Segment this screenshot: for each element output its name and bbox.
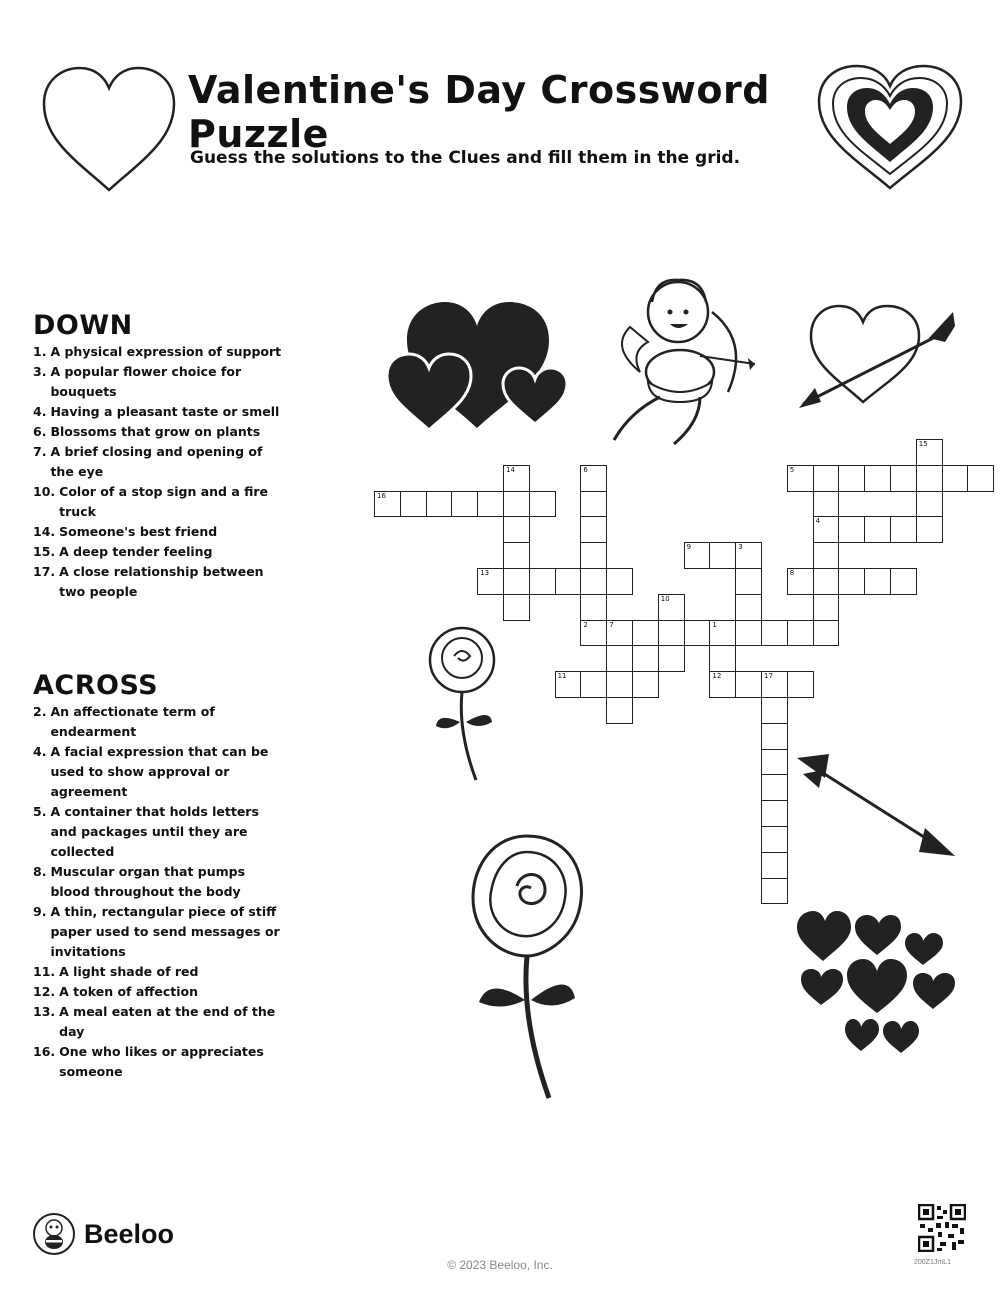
crossword-cell[interactable] <box>503 465 530 492</box>
crossword-cell[interactable] <box>580 594 607 621</box>
crossword-cell[interactable] <box>890 516 917 543</box>
crossword-cell[interactable] <box>735 620 762 647</box>
clue-number: 10. <box>33 484 56 499</box>
clue-number: 14. <box>33 524 56 539</box>
crossword-cell[interactable] <box>813 568 840 595</box>
clue-text: Muscular organ that pumps blood throughout the body <box>50 864 246 899</box>
clue-text: A token of affection <box>59 984 199 999</box>
clue-number: 16. <box>33 1044 56 1059</box>
small-rose-icon <box>420 622 500 782</box>
down-clue-item <box>33 422 283 442</box>
across-clues <box>33 670 283 1082</box>
crossword-cell[interactable] <box>580 516 607 543</box>
crossword-cell[interactable] <box>838 516 865 543</box>
crossword-cell[interactable] <box>864 568 891 595</box>
clue-number: 5. <box>33 804 47 819</box>
across-clue-item <box>33 802 283 862</box>
crossword-cell[interactable] <box>916 491 943 518</box>
clue-number: 9. <box>33 904 47 919</box>
clue-text: An affectionate term of endearment <box>50 704 215 739</box>
across-heading: ACROSS <box>33 670 159 701</box>
down-clue-item <box>33 542 283 562</box>
crossword-cell[interactable] <box>529 491 556 518</box>
crossword-cell[interactable] <box>709 620 736 647</box>
down-clue-list <box>33 342 283 602</box>
clue-number: 6. <box>33 424 47 439</box>
down-clue-item <box>33 442 283 482</box>
large-rose-icon <box>465 830 590 1102</box>
clue-text: A brief closing and opening of the eye <box>50 444 263 479</box>
clue-text: A thin, rectangular piece of stiff paper used to send messages or invitations <box>50 904 280 959</box>
qr-code-icon <box>918 1204 966 1252</box>
crossword-cell[interactable] <box>503 491 530 518</box>
crossword-cell[interactable] <box>632 671 659 698</box>
crossword-cell[interactable] <box>761 620 788 647</box>
three-hearts-icon <box>385 298 570 433</box>
crossword-cell[interactable] <box>632 620 659 647</box>
crossword-cell[interactable] <box>709 542 736 569</box>
crossword-cell[interactable] <box>813 491 840 518</box>
across-clue-item <box>33 982 283 1002</box>
down-clue-item <box>33 362 283 402</box>
copyright-text: © 2023 Beeloo, Inc. <box>447 1258 553 1272</box>
clue-number: 1. <box>33 344 47 359</box>
crossword-cell[interactable] <box>606 568 633 595</box>
crossword-cell[interactable] <box>580 671 607 698</box>
crossword-cell[interactable] <box>658 620 685 647</box>
cell-number: 6 <box>583 465 588 474</box>
crossword-cell[interactable] <box>580 620 607 647</box>
cell-number: 16 <box>377 491 386 500</box>
clue-text: A light shade of red <box>59 964 199 979</box>
clue-number: 17. <box>33 564 56 579</box>
beeloo-logo <box>32 1212 174 1256</box>
crossword-cell[interactable] <box>735 568 762 595</box>
cupid-icon <box>600 272 765 457</box>
cell-number: 2 <box>583 620 588 629</box>
bee-icon <box>32 1212 76 1256</box>
crossword-cell[interactable] <box>787 465 814 492</box>
crossword-cell[interactable] <box>658 594 685 621</box>
clue-text: Someone's best friend <box>59 524 218 539</box>
crossword-cell[interactable] <box>580 568 607 595</box>
cell-number: 5 <box>789 465 795 474</box>
down-clue-item <box>33 342 283 362</box>
clue-number: 2. <box>33 704 47 719</box>
clue-number: 7. <box>33 444 47 459</box>
down-heading: DOWN <box>33 310 133 341</box>
across-clue-item <box>33 962 283 982</box>
crossword-cell[interactable] <box>864 465 891 492</box>
clue-text: A close relationship between two people <box>59 564 264 599</box>
clue-text: Blossoms that grow on plants <box>50 424 261 439</box>
across-clue-item <box>33 742 283 802</box>
crossword-cell[interactable] <box>684 620 711 647</box>
crossword-cell[interactable] <box>787 620 814 647</box>
crossword-cell[interactable] <box>606 671 633 698</box>
outline-heart-icon <box>38 62 180 196</box>
crossword-cell[interactable] <box>916 439 943 466</box>
clue-number: 4. <box>33 404 47 419</box>
crossword-cell[interactable] <box>684 542 711 569</box>
crossword-cell[interactable] <box>838 465 865 492</box>
down-clue-item <box>33 482 283 522</box>
crossword-cell[interactable] <box>761 671 788 698</box>
scattered-hearts-icon <box>795 905 960 1055</box>
crossword-cell[interactable] <box>632 645 659 672</box>
cell-number: 7 <box>609 620 614 629</box>
crossword-cell[interactable] <box>916 516 943 543</box>
crossword-cell[interactable] <box>374 491 401 518</box>
clue-text: Having a pleasant taste or smell <box>50 404 280 419</box>
crossword-cell[interactable] <box>813 594 840 621</box>
crossword-cell[interactable] <box>916 465 943 492</box>
cell-number: 4 <box>815 517 821 526</box>
crossword-cell[interactable] <box>813 465 840 492</box>
crossword-cell[interactable] <box>580 542 607 569</box>
crossword-cell[interactable] <box>864 516 891 543</box>
crossword-cell[interactable] <box>942 465 969 492</box>
clue-number: 13. <box>33 1004 56 1019</box>
crossword-cell[interactable] <box>761 723 788 750</box>
brand-name: Beeloo <box>84 1218 175 1249</box>
clue-number: 8. <box>33 864 47 879</box>
clue-text: A popular flower choice for bouquets <box>50 364 242 399</box>
down-clue-item <box>33 402 283 422</box>
cell-number: 10 <box>660 594 670 603</box>
clue-number: 11. <box>33 964 56 979</box>
clue-number: 4. <box>33 744 47 759</box>
down-clues <box>33 310 283 602</box>
crossword-cell[interactable] <box>735 594 762 621</box>
crossword-cell[interactable] <box>787 568 814 595</box>
clue-text: Color of a stop sign and a fire truck <box>59 484 269 519</box>
crossword-cell[interactable] <box>761 774 788 801</box>
crossword-cell[interactable] <box>555 568 582 595</box>
page-title: Valentine's Day Crossword Puzzle <box>188 68 770 156</box>
cell-number: 11 <box>557 672 567 681</box>
heart-with-arrow-icon <box>795 292 960 412</box>
crossword-cell[interactable] <box>580 491 607 518</box>
cell-number: 1 <box>712 620 717 629</box>
clue-text: A facial expression that can be used to show approval or agreement <box>50 744 269 799</box>
crossword-cell[interactable] <box>477 491 504 518</box>
cell-number: 3 <box>738 543 743 552</box>
clue-text: A physical expression of support <box>50 344 282 359</box>
crossword-cell[interactable] <box>761 852 788 879</box>
crossword-cell[interactable] <box>813 620 840 647</box>
clue-text: A deep tender feeling <box>59 544 213 559</box>
crossword-cell[interactable] <box>838 568 865 595</box>
across-clue-item <box>33 902 283 962</box>
crossword-cell[interactable] <box>813 516 840 543</box>
crossword-cell[interactable] <box>761 826 788 853</box>
arrow-icon <box>795 748 960 863</box>
down-clue-item <box>33 522 283 542</box>
crossword-cell[interactable] <box>658 645 685 672</box>
clue-text: A container that holds letters and packages until they are collected <box>50 804 259 859</box>
crossword-cell[interactable] <box>709 671 736 698</box>
cell-number: 17 <box>764 672 773 681</box>
crossword-cell[interactable] <box>529 568 556 595</box>
crossword-cell[interactable] <box>606 645 633 672</box>
crossword-cell[interactable] <box>735 671 762 698</box>
crossword-cell[interactable] <box>761 749 788 776</box>
across-clue-item <box>33 862 283 902</box>
across-clue-list <box>33 702 283 1082</box>
crossword-cell[interactable] <box>813 542 840 569</box>
crossword-cell[interactable] <box>400 491 427 518</box>
crossword-cell[interactable] <box>426 491 453 518</box>
crossword-cell[interactable] <box>503 542 530 569</box>
across-clue-item <box>33 702 283 742</box>
cell-number: 14 <box>506 465 515 474</box>
cell-number: 12 <box>712 672 722 681</box>
cell-number: 8 <box>789 569 795 577</box>
crossword-cell[interactable] <box>761 878 788 905</box>
crossword-cell[interactable] <box>890 465 917 492</box>
crossword-cell[interactable] <box>580 465 607 492</box>
cell-number: 13 <box>480 569 490 577</box>
crossword-cell[interactable] <box>890 568 917 595</box>
clue-text: A meal eaten at the end of the day <box>59 1004 276 1039</box>
crossword-cell[interactable] <box>606 697 633 724</box>
clue-number: 12. <box>33 984 56 999</box>
across-clue-item <box>33 1042 283 1082</box>
crossword-cell[interactable] <box>787 671 814 698</box>
crossword-cell[interactable] <box>606 620 633 647</box>
crossword-cell[interactable] <box>735 542 762 569</box>
crossword-cell[interactable] <box>555 671 582 698</box>
clue-text: One who likes or appreciates someone <box>59 1044 264 1079</box>
crossword-cell[interactable] <box>503 516 530 543</box>
crossword-cell[interactable] <box>761 697 788 724</box>
cell-number: 15 <box>918 440 928 448</box>
cell-number: 9 <box>686 543 692 552</box>
crossword-cell[interactable] <box>709 645 736 672</box>
crossword-cell[interactable] <box>451 491 478 518</box>
clue-number: 3. <box>33 364 47 379</box>
crossword-cell[interactable] <box>967 465 994 492</box>
nested-heart-icon <box>815 62 965 192</box>
down-clue-item <box>33 562 283 602</box>
clue-number: 15. <box>33 544 56 559</box>
crossword-cell[interactable] <box>503 594 530 621</box>
crossword-cell[interactable] <box>761 800 788 827</box>
crossword-cell[interactable] <box>503 568 530 595</box>
across-clue-item <box>33 1002 283 1042</box>
print-code: 200Z1JmL1 <box>914 1259 951 1266</box>
page-subtitle: Guess the solutions to the Clues and fill them in the grid. <box>190 148 741 168</box>
crossword-cell[interactable] <box>477 568 504 595</box>
